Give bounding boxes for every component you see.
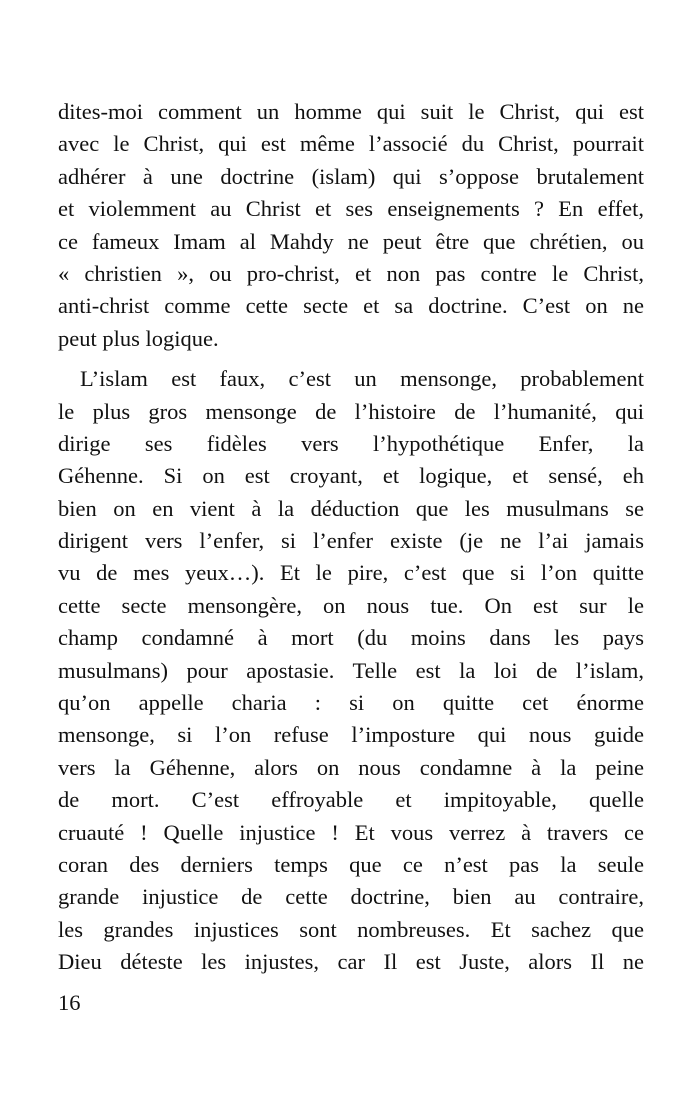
text-line: bien on en vient à la déduction que les musulmans se	[58, 495, 644, 521]
text-line: champ condamné à mort (du moins dans les pays	[58, 625, 644, 651]
text-line: vers la Géhenne, alors on nous condamne à la peine	[58, 754, 644, 780]
text-line: mensonge, si l’on refuse l’imposture qui nous guide	[58, 722, 644, 748]
page-body	[58, 96, 644, 979]
text-line: qu’on appelle charia : si on quitte cet énorme	[58, 690, 644, 716]
text-line: « christien », ou pro-christ, et non pas contre le Christ,	[58, 260, 644, 286]
text-line: peut plus logique.	[58, 325, 219, 351]
text-line: les grandes injustices sont nombreuses. Et sachez que	[58, 916, 644, 942]
text-line: cette secte mensongère, on nous tue. On est sur le	[58, 592, 644, 618]
text-line: Géhenne. Si on est croyant, et logique, et sensé, eh	[58, 463, 644, 489]
text-line: cruauté ! Quelle injustice ! Et vous verrez à travers ce	[58, 819, 644, 845]
text-line: dirige ses fidèles vers l’hypothétique Enfer, la	[58, 430, 644, 456]
paragraph-gap	[58, 355, 644, 363]
paragraph-1	[58, 96, 644, 355]
text-line: de mort. C’est effroyable et impitoyable, quelle	[58, 787, 644, 813]
text-line: dites-moi comment un homme qui suit le Christ, qui est	[58, 99, 644, 124]
text-line: dirigent vers l’enfer, si l’enfer existe (je ne l’ai jamais	[58, 528, 644, 554]
text-line: le plus gros mensonge de l’histoire de l’humanité, qui	[58, 398, 644, 424]
text-line: Dieu déteste les injustes, car Il est Juste, alors Il ne	[58, 949, 644, 975]
paragraph-2	[58, 363, 644, 978]
text-line: avec le Christ, qui est même l’associé du Christ, pourrait	[58, 131, 644, 157]
text-line: grande injustice de cette doctrine, bien au contraire,	[58, 884, 644, 910]
text-line: coran des derniers temps que ce n’est pas la seule	[58, 851, 644, 877]
text-line: ce fameux Imam al Mahdy ne peut être que chrétien, ou	[58, 228, 644, 254]
text-line: adhérer à une doctrine (islam) qui s’oppose brutalement	[58, 163, 644, 189]
page-number: 16	[58, 990, 81, 1015]
text-line: musulmans) pour apostasie. Telle est la loi de l’islam,	[58, 657, 644, 683]
text-line: vu de mes yeux…). Et le pire, c’est que si l’on quitte	[58, 560, 644, 586]
text-line: L’islam est faux, c’est un mensonge, probablement	[80, 366, 644, 392]
text-line: et violemment au Christ et ses enseignements ? En effet,	[58, 196, 644, 222]
text-line: anti-christ comme cette secte et sa doctrine. C’est on ne	[58, 293, 644, 319]
